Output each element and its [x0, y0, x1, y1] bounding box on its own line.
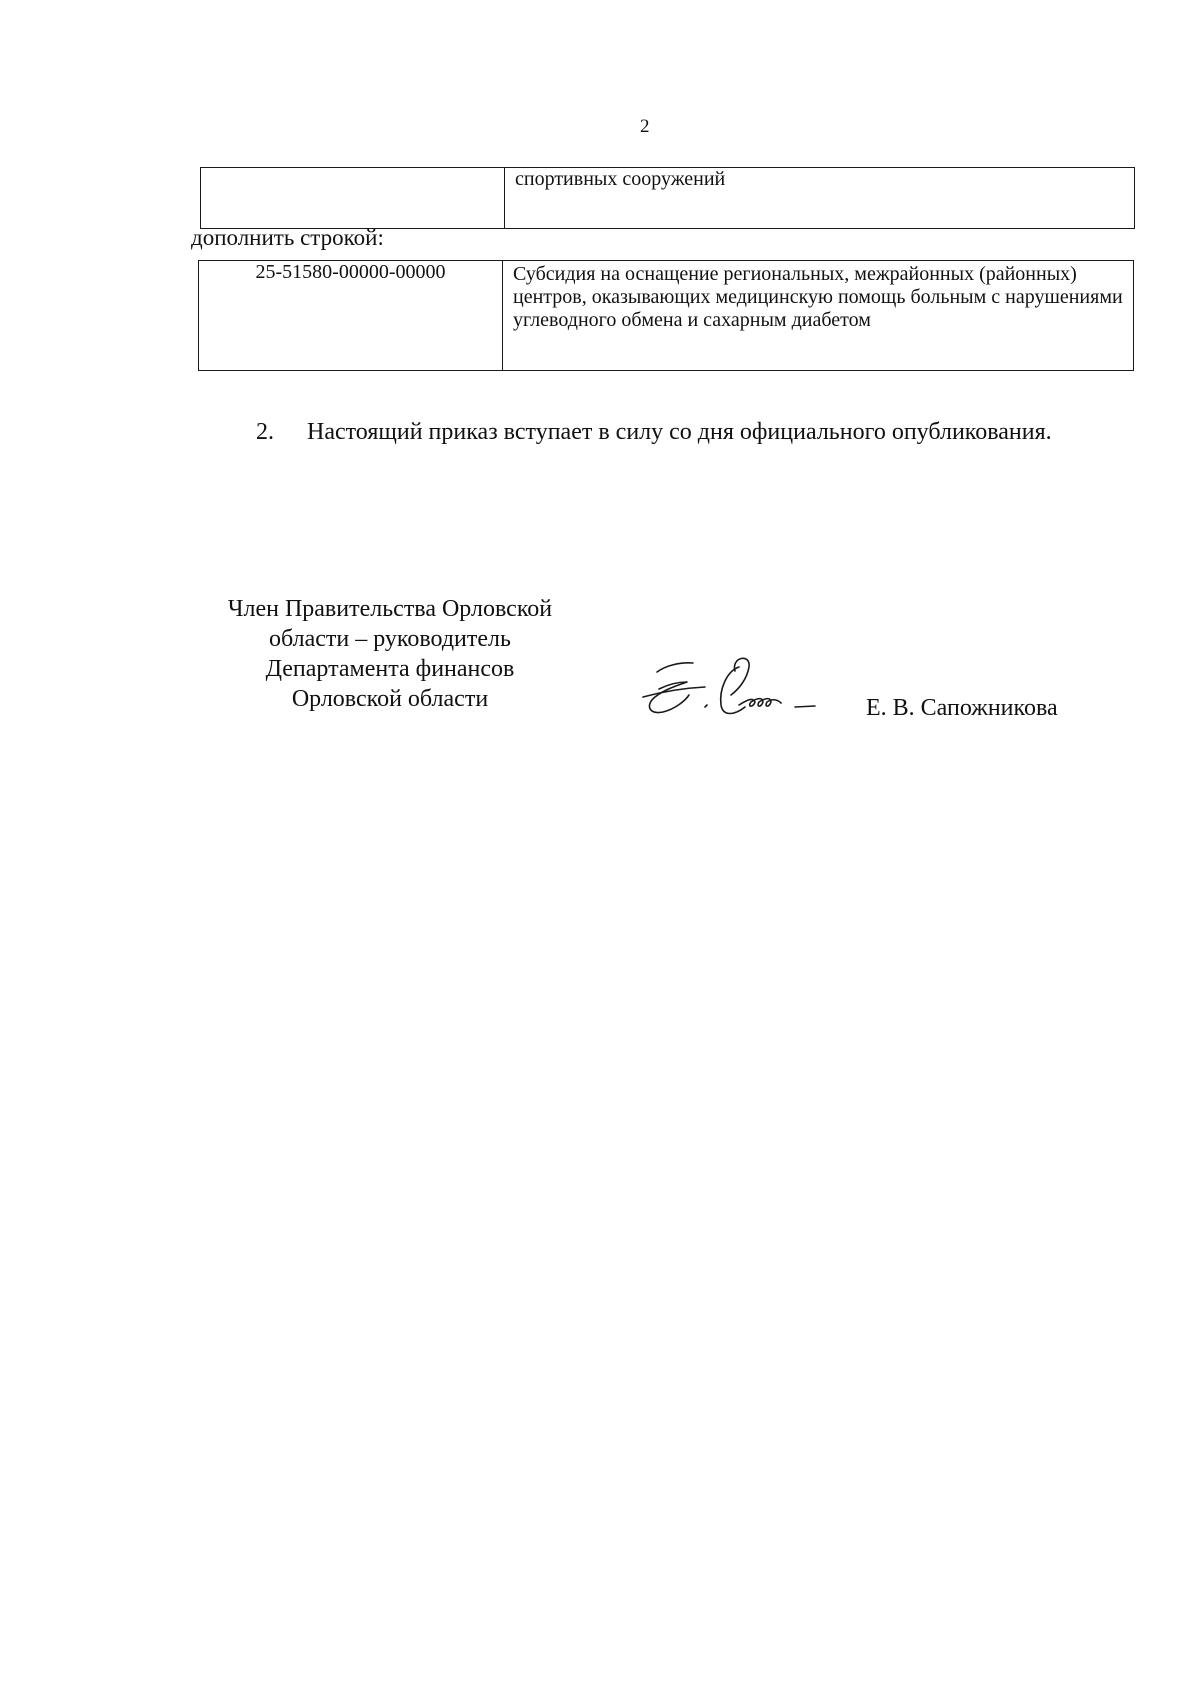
position-line: Орловской области: [291, 686, 489, 712]
signatory-position: [190, 594, 590, 714]
position-line: Департамента финансов: [265, 656, 515, 682]
code-cell: [201, 168, 505, 229]
paragraph-text: Настоящий приказ вступает в силу со дня официального опубликования.: [307, 419, 1052, 445]
handwritten-signature: [635, 645, 820, 725]
page-number: 2: [640, 116, 650, 137]
table-row: [199, 261, 1134, 371]
table-row: [201, 168, 1135, 229]
effective-date-paragraph: [189, 417, 1109, 447]
description-cell: Субсидия на оснащение региональных, межрайонных (районных) центров, оказывающих медицинскую помощь больным с нарушениями углеводного обмена и сахарным диабетом: [503, 261, 1134, 371]
paragraph-number: 2.: [256, 419, 274, 445]
budget-codes-table-top: [200, 167, 1135, 229]
position-line: Член Правительства Орловской: [227, 596, 553, 622]
description-cell: спортивных сооружений: [505, 168, 1135, 229]
code-cell: 25-51580-00000-00000: [199, 261, 503, 371]
supplement-label: дополнить строкой:: [191, 225, 384, 250]
budget-codes-table-new-row: [198, 260, 1134, 371]
position-line: области – руководитель: [269, 626, 511, 652]
signatory-name: Е. В. Сапожникова: [866, 695, 1058, 721]
